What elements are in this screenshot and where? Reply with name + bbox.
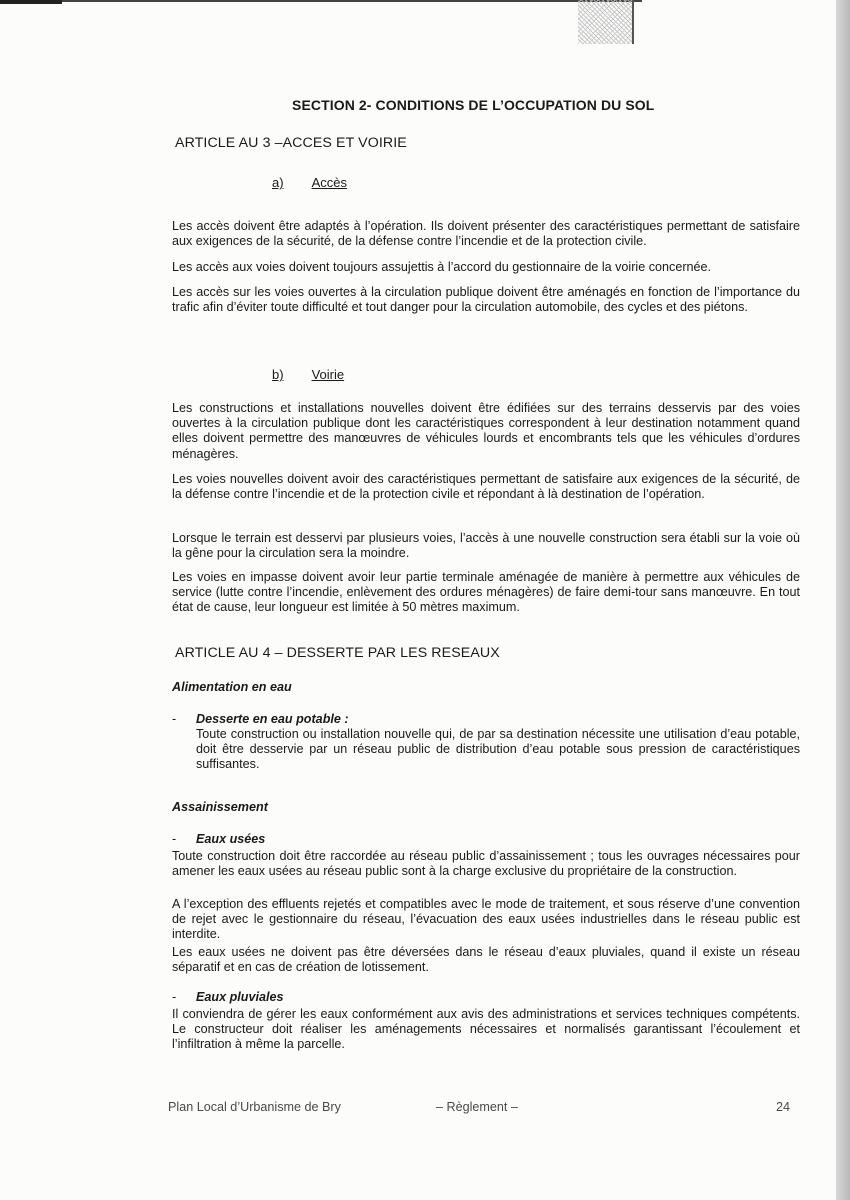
list-dash: - xyxy=(172,832,177,846)
subsection-a xyxy=(272,175,347,190)
eaux-usees-item xyxy=(172,832,265,846)
paragraph: Les accès sur les voies ouvertes à la circulation publique doivent être aménagés en fonction de l’importance du trafic afin d’éviter toute difficulté et tout danger pour la circulation automobile, des cycles et des piétons. xyxy=(172,285,800,315)
subsection-b-label: Voirie xyxy=(311,367,345,382)
section-title: SECTION 2- CONDITIONS DE L’OCCUPATION DU SOL xyxy=(292,97,655,113)
eaux-pluviales-item xyxy=(172,990,284,1004)
scan-page-edge xyxy=(836,0,850,1200)
scan-mark xyxy=(0,0,62,4)
list-dash: - xyxy=(172,712,177,726)
desserte-title: Desserte en eau potable : xyxy=(196,712,349,726)
paragraph: Les accès doivent être adaptés à l’opération. Ils doivent présenter des caractéristiques permettant de satisfaire aux exigences de la sécurité, de la défense contre l’incendie et de la protection civile. xyxy=(172,219,800,249)
article-3-title: ARTICLE AU 3 –ACCES ET VOIRIE xyxy=(175,135,407,151)
desserte-item xyxy=(172,712,349,726)
paragraph: Il conviendra de gérer les eaux conformément aux avis des administrations et services techniques compétents. Le constructeur doit réaliser les aménagements nécessaires et normalisés garantissant l’écoulement et l’infiltration à même la parcelle. xyxy=(172,1007,800,1052)
eaux-pluviales-title: Eaux pluviales xyxy=(196,990,284,1004)
eaux-usees-title: Eaux usées xyxy=(196,832,266,846)
page-number: 24 xyxy=(776,1100,791,1114)
footer-section: – Règlement – xyxy=(436,1100,518,1114)
article-4-title: ARTICLE AU 4 – DESSERTE PAR LES RESEAUX xyxy=(175,645,500,661)
paragraph: Les eaux usées ne doivent pas être déversées dans le réseau d’eaux pluviales, quand il existe un réseau séparatif et en cas de création de lotissement. xyxy=(172,945,800,975)
paragraph: Les voies nouvelles doivent avoir des caractéristiques permettant de satisfaire aux exigences de la sécurité, de la défense contre l’incendie et de la protection civile et répondant à là destination de l’opération. xyxy=(172,472,800,502)
scan-stamp xyxy=(578,0,634,44)
scan-edge-line xyxy=(62,0,642,2)
paragraph: Les constructions et installations nouvelles doivent être édifiées sur des terrains desservis par des voies ouvertes à la circulation publique dont les caractéristiques correspondent à leur destination notamment quand elles doivent permettre des manœuvres de véhicules lourds et encombrants tels que les véhicules d’ordures ménagères. xyxy=(172,401,800,461)
paragraph: Lorsque le terrain est desservi par plusieurs voies, l’accès à une nouvelle construction sera établi sur la voie où la gêne pour la circulation sera la moindre. xyxy=(172,531,800,561)
subsection-a-number: a) xyxy=(272,175,284,190)
subsection-b-number: b) xyxy=(272,367,284,382)
paragraph: Toute construction doit être raccordée au réseau public d’assainissement ; tous les ouvrages nécessaires pour amener les eaux usées au réseau public sont à la charge exclusive du propriétaire de la construction. xyxy=(172,849,800,879)
paragraph: Les voies en impasse doivent avoir leur partie terminale aménagée de manière à permettre aux véhicules de service (lutte contre l’incendie, enlèvement des ordures ménagères) de faire demi-tour sans manœuvre. En tout état de cause, leur longueur est limitée à 50 mètres maximum. xyxy=(172,570,800,615)
alimentation-heading: Alimentation en eau xyxy=(172,680,292,694)
paragraph: Toute construction ou installation nouvelle qui, de par sa destination nécessite une utilisation d’eau potable, doit être desservie par un réseau public de distribution d’eau potable sous pression de caractéristiques suffisantes. xyxy=(196,727,800,772)
paragraph: A l’exception des effluents rejetés et compatibles avec le mode de traitement, et sous réserve d’une convention de rejet avec le gestionnaire du réseau, l’évacuation des eaux usées industrielles dans le réseau public est interdite. xyxy=(172,897,800,942)
assainissement-heading: Assainissement xyxy=(172,800,268,814)
scan-stamp-edge xyxy=(632,0,634,44)
list-dash: - xyxy=(172,990,177,1004)
subsection-a-label: Accès xyxy=(311,175,347,190)
subsection-b xyxy=(272,367,344,382)
paragraph: Les accès aux voies doivent toujours assujettis à l’accord du gestionnaire de la voirie concernée. xyxy=(172,260,712,274)
footer-document-name: Plan Local d’Urbanisme de Bry xyxy=(168,1100,341,1114)
